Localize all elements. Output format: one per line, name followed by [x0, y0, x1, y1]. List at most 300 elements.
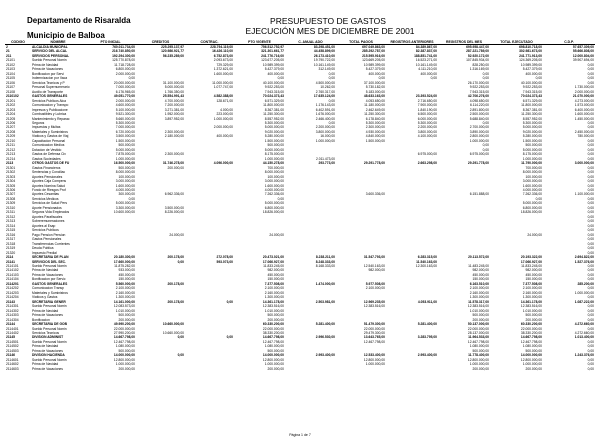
account-code: 2114101: [6, 263, 19, 268]
account-name: Sueldo Personal Nomin: [32, 263, 67, 268]
amount-cell: 12.969.235,00: [363, 299, 385, 304]
amount-cell: 228.794.119,00: [210, 45, 233, 49]
amount-cell: 7.943.315,00: [522, 89, 542, 94]
amount-cell: 24.000,00: [269, 232, 284, 237]
amount-cell: 6.176.965,00: [115, 89, 135, 94]
amount-cell: 37.100.000,00: [363, 80, 385, 85]
account-code: 21317: [6, 237, 16, 242]
amount-cell: 8.248.333,00: [315, 259, 335, 264]
amount-cell: 1.766.350,00: [164, 89, 184, 94]
amount-cell: 0,00: [587, 362, 594, 367]
amount-cell: 2.800.000,00: [469, 134, 489, 139]
account-name: Aportes al Esap: [32, 223, 56, 228]
amount-cell: 0,00: [587, 201, 594, 206]
amount-cell: 450.000,00: [267, 272, 284, 277]
amount-cell: 1.500.000,00: [365, 138, 385, 143]
column-header: TOTAL EJECUTADO: [490, 38, 543, 45]
amount-cell: 11.800.000,00: [521, 103, 542, 108]
amount-cell: 200.000,00: [472, 366, 489, 371]
amount-cell: 49.990.200,00: [113, 322, 135, 327]
amount-cell: 11.250.300,00: [263, 112, 284, 117]
amount-cell: 0,00: [587, 219, 594, 224]
amount-cell: 5.427.379,00: [264, 67, 284, 72]
amount-cell: 150.000,00: [267, 277, 284, 282]
amount-cell: 300.000,00: [118, 192, 135, 197]
amount-cell: 0,00: [328, 120, 335, 125]
amount-cell: 3.800.000,00: [315, 129, 335, 134]
amount-cell: 17.066.927,00: [262, 259, 284, 264]
amount-cell: 0,00: [587, 165, 594, 170]
amount-cell: 6.000.000,00: [417, 116, 437, 121]
amount-cell: 14.361.178,00: [262, 299, 284, 304]
amount-cell: 22.000.000,00: [520, 326, 542, 331]
amount-cell: 0,00: [328, 98, 335, 103]
amount-cell: 8.557.952,00: [522, 116, 542, 121]
amount-cell: 18.826.000,00: [262, 210, 284, 215]
amount-cell: 0,00: [587, 170, 594, 175]
amount-cell: 1.000.000,00: [574, 290, 594, 295]
account-name: Dotacion de Vestido: [32, 147, 62, 152]
amount-cell: 25.554.991,43: [162, 94, 184, 99]
amount-cell: 5.183.000,00: [365, 89, 385, 94]
amount-cell: 11.483.245,00: [468, 263, 489, 268]
table-body: [5, 45, 595, 372]
account-name: Capacitacion Personal: [32, 138, 65, 143]
amount-cell: 302.981.673,00: [519, 49, 542, 54]
account-name: Impuestos y Multas: [32, 125, 61, 130]
amount-cell: 4.053.650,00: [365, 98, 385, 103]
account-name: Bonificacion: [32, 317, 50, 322]
amount-cell: 29.291.778,00: [467, 161, 489, 166]
amount-cell: 2.891.800,00: [469, 107, 489, 112]
amount-cell: 2.993.400,00: [315, 353, 335, 358]
amount-cell: 0,00: [482, 143, 489, 148]
account-code: 2114301: [6, 304, 19, 309]
amount-cell: 982.000,00: [525, 268, 542, 273]
amount-cell: 0,00: [587, 67, 594, 72]
account-name: Auxilio de Transporte: [32, 89, 63, 94]
account-code: 21213: [6, 152, 16, 157]
amount-cell: 12.383.516,00: [520, 304, 542, 309]
amount-cell: 4.272.660,00: [574, 322, 594, 327]
amount-cell: 2.160.000,00: [469, 290, 489, 295]
amount-cell: 200.178,00: [167, 299, 184, 304]
account-name: Aportes Pensionales: [32, 174, 63, 179]
amount-cell: 12.467.798,00: [363, 339, 385, 344]
account-code: 2114204: [6, 295, 19, 300]
amount-cell: 39.907.694,00: [572, 58, 594, 63]
amount-cell: 4.700.000,00: [164, 98, 184, 103]
amount-cell: 0,00: [587, 241, 594, 246]
amount-cell: 11.000.000,00: [212, 80, 233, 85]
account-code: 2114402: [6, 331, 19, 335]
account-code: 21104: [6, 71, 15, 76]
municipality-name: Municipio de Balboa: [27, 31, 105, 40]
amount-cell: 4.000.000,00: [115, 188, 135, 192]
department-name: Departamento de Risaralda: [27, 16, 131, 25]
account-code: 21201: [6, 98, 16, 103]
amount-cell: 6.178.840,00: [365, 116, 385, 121]
column-header: C. ANUAL ADO: [285, 38, 336, 45]
amount-cell: 1.000.000,00: [115, 156, 135, 161]
amount-cell: 6.571.329,00: [264, 98, 284, 103]
account-code: 21319: [6, 246, 16, 251]
amount-cell: 2.100.000,00: [469, 286, 489, 291]
amount-cell: 450.000,00: [118, 272, 135, 277]
amount-cell: 0,00: [587, 286, 594, 291]
amount-cell: 5.100.000,00: [115, 107, 135, 112]
amount-cell: 9.020.000,00: [522, 129, 542, 134]
amount-cell: 8.000.000,00: [115, 170, 135, 175]
amount-cell: 11.578.317,00: [468, 299, 489, 304]
amount-cell: 10.161.149,00: [313, 62, 335, 67]
account-code: 21311: [6, 210, 15, 215]
amount-cell: 0,00: [587, 62, 594, 67]
amount-cell: 2.200.000,00: [417, 125, 437, 130]
amount-cell: 223.000,00: [216, 112, 233, 117]
account-code: 21206: [6, 120, 16, 125]
amount-cell: 5.300.000,00: [417, 120, 437, 125]
amount-cell: 400.000,00: [267, 71, 284, 76]
account-code: 2114502: [6, 344, 19, 349]
amount-cell: 6.114.220,00: [469, 103, 489, 108]
amount-cell: 22.000.000,00: [262, 326, 284, 331]
account-name: Servicios Publicos: [32, 228, 59, 233]
account-name: Sueldo Personal Nomin: [32, 304, 67, 309]
account-name: Sentencias y Conciliac: [32, 170, 66, 175]
amount-cell: 400.000,00: [368, 71, 385, 76]
amount-cell: 7.377.508,00: [522, 281, 542, 286]
amount-cell: 0,00: [587, 348, 594, 353]
account-name: DIVISION ADMINIST: [32, 335, 64, 340]
amount-cell: 0,00: [328, 76, 335, 81]
amount-cell: 2.993.400,00: [417, 353, 437, 358]
amount-cell: 0,00: [177, 353, 184, 358]
account-name: Aporte Pensionados: [32, 205, 62, 210]
amount-cell: 1.000.000,00: [365, 362, 385, 367]
account-code: 21208: [6, 129, 16, 134]
amount-cell: 56.235.289,00: [162, 53, 184, 58]
amount-cell: 11.790.000,00: [521, 161, 542, 166]
amount-cell: 12.800.000,00: [113, 357, 135, 362]
amount-cell: 7.875.000,00: [115, 152, 135, 157]
account-name: Seguros: [32, 120, 45, 125]
amount-cell: 500.000,00: [472, 348, 489, 353]
amount-cell: 5.660.000,00: [115, 116, 135, 121]
amount-cell: 11.964.533,00: [468, 335, 489, 340]
amount-cell: 6.402.591,00: [315, 107, 335, 112]
amount-cell: 400.000,00: [525, 71, 542, 76]
account-name: Materiales y Suministros: [32, 129, 68, 134]
amount-cell: 6.800.000,00: [522, 205, 542, 210]
amount-cell: 9.521.300,00: [115, 112, 135, 117]
account-name: Comunicacion Medios: [32, 143, 65, 148]
amount-cell: 3.500.000,00: [164, 205, 184, 210]
amount-cell: 26.173.410,00: [313, 53, 335, 58]
amount-cell: 4.053.911,00: [417, 299, 437, 304]
account-code: 21212: [6, 147, 16, 152]
account-name: Indemnizacion por Vaca: [32, 76, 68, 81]
account-name: Viaticos y Gastos de Viaj: [32, 134, 69, 139]
amount-cell: 1.013.400,00: [574, 335, 594, 340]
amount-cell: 1.600.000,00: [522, 183, 542, 188]
amount-cell: 5.281.400,00: [417, 322, 437, 327]
amount-cell: 10.989.399,00: [520, 62, 542, 67]
amount-cell: 12.383.516,00: [363, 304, 385, 309]
amount-cell: 216.740.850,00: [112, 49, 135, 54]
amount-cell: 450.000,00: [472, 272, 489, 277]
account-code: 21316: [6, 232, 16, 237]
amount-cell: 2.000.000,00: [115, 71, 135, 76]
account-code: 21202: [6, 103, 16, 108]
page-number: Página 1 de 7: [289, 433, 311, 437]
amount-cell: 188.851.741,00: [414, 53, 437, 58]
amount-cell: 729.329,00: [216, 62, 233, 67]
amount-cell: 0,00: [177, 335, 184, 340]
account-name: GASTOS GENERALES: [32, 281, 68, 286]
amount-cell: 5.000.000,00: [264, 201, 284, 206]
column-header: NOMBRE: [31, 38, 85, 45]
amount-cell: 2.000.000,00: [213, 125, 233, 130]
amount-cell: 3.897.952,00: [164, 116, 184, 121]
amount-cell: 2.300.000,00: [365, 125, 385, 130]
amount-cell: 700.000,00: [267, 165, 284, 170]
amount-cell: 9.922.253,00: [264, 85, 284, 90]
account-name: Personal Supernumerario: [32, 85, 70, 90]
report-title: PRESUPUESTO DE GASTOS: [270, 16, 386, 26]
amount-cell: 4.840.000,00: [365, 134, 385, 139]
amount-cell: 1.080.000,00: [522, 344, 542, 349]
amount-cell: 1.080.000,00: [264, 344, 284, 349]
amount-cell: 0,00: [587, 120, 594, 125]
account-code: 21306: [6, 188, 16, 192]
amount-cell: 150.000,00: [118, 277, 135, 282]
amount-cell: 593.073,00: [216, 259, 233, 264]
amount-cell: 29.479.300,00: [363, 331, 385, 335]
amount-cell: 14.161.000,00: [113, 299, 135, 304]
amount-cell: 26.170.000,00: [467, 80, 489, 85]
amount-cell: 2.466.400,00: [315, 116, 335, 121]
account-name: SECRETARIA DE GOB: [32, 322, 67, 327]
account-code: 2114202: [6, 286, 19, 291]
column-header: CREDITOS: [136, 38, 185, 45]
amount-cell: 0,00: [587, 156, 594, 161]
amount-cell: 933.000,00: [118, 268, 135, 273]
account-code: 21214: [6, 156, 16, 161]
amount-cell: 0,00: [587, 179, 594, 184]
amount-cell: 1.316.169,00: [469, 67, 489, 72]
account-name: Gastos Pensionales: [32, 237, 62, 242]
amount-cell: 44.150.278,00: [262, 161, 284, 166]
amount-cell: 11.718.728,00: [114, 62, 135, 67]
amount-cell: 0,00: [587, 246, 594, 251]
account-name: Servicios Publicos Alca: [32, 98, 66, 103]
amount-cell: 1.500.000,00: [115, 138, 135, 143]
amount-cell: 0,00: [277, 76, 284, 81]
amount-cell: 19.790.722,00: [313, 58, 335, 63]
amount-cell: 3.300.000,00: [115, 205, 135, 210]
account-name: Bonificacion por Servi: [32, 71, 64, 76]
amount-cell: 13.643.765,00: [363, 335, 385, 340]
amount-cell: 400.000,00: [420, 71, 437, 76]
amount-cell: 14.361.178,00: [520, 299, 542, 304]
amount-cell: 500.000,00: [118, 143, 135, 148]
amount-cell: 4.096.000,00: [213, 161, 233, 166]
account-name: Sueldo Personal Nomin: [32, 326, 67, 331]
account-code: 2113: [6, 161, 14, 166]
account-name: ALCALDIA MUNICIPAL: [32, 45, 68, 49]
amount-cell: 5.000.000,00: [164, 85, 184, 90]
account-code: 21303: [6, 174, 16, 179]
amount-cell: 5.000.000,00: [115, 147, 135, 152]
amount-cell: 16.500.000,00: [113, 161, 135, 166]
amount-cell: 2.694.822,00: [574, 255, 594, 260]
amount-cell: 0,00: [587, 196, 594, 201]
amount-cell: [185, 367, 234, 371]
account-code: 21314: [6, 223, 16, 228]
amount-cell: 0,00: [587, 250, 594, 255]
account-code: 21312: [6, 214, 16, 219]
amount-cell: 500.000,00: [525, 313, 542, 318]
amount-cell: 8.557.952,00: [264, 116, 284, 121]
amount-cell: 2.760.317,00: [315, 89, 335, 94]
amount-cell: 7.000.000,00: [115, 85, 135, 90]
amount-cell: 1.300.000,00: [115, 295, 135, 300]
amount-cell: 28.137.000,00: [467, 331, 489, 335]
amount-cell: [136, 367, 185, 371]
amount-cell: 57.657.309,00: [572, 45, 594, 49]
amount-cell: 1.840.190,00: [417, 107, 437, 112]
amount-cell: 6.975.000,00: [469, 152, 489, 157]
account-code: 21310: [6, 205, 16, 210]
account-code: 21141: [6, 259, 15, 264]
account-name: Sueldo Personal Nomin: [32, 58, 67, 63]
amount-cell: 5.688.840,00: [469, 116, 489, 121]
amount-cell: 1.000.000,00: [522, 156, 542, 161]
amount-cell: 14.000.000,00: [113, 353, 135, 358]
amount-cell: 241.771.913,00: [519, 53, 542, 58]
account-code: 21105: [6, 76, 15, 81]
amount-cell: 18.826.000,00: [520, 210, 542, 215]
amount-cell: 6.800.000,00: [264, 205, 284, 210]
amount-cell: 215.595.916,00: [362, 53, 385, 58]
account-name: Prima de Vacaciones: [32, 366, 63, 371]
account-code: 2110102: [6, 94, 19, 99]
amount-cell: 293.773,00: [318, 161, 335, 166]
amount-cell: 124.369.205,00: [519, 58, 542, 63]
amount-cell: 55.666.808,00: [572, 49, 594, 54]
amount-cell: 0,00: [587, 125, 594, 130]
amount-cell: 4.930.000,00: [365, 129, 385, 134]
account-name: Materiales y Suministros: [32, 290, 68, 295]
amount-cell: 1.000.000,00: [522, 362, 542, 367]
account-code: 21318: [6, 241, 16, 246]
account-name: SERVICIOS PERSONAL: [32, 53, 70, 58]
amount-cell: 0,00: [587, 232, 594, 237]
amount-cell: 12.540.163,00: [363, 263, 385, 268]
amount-cell: 22.000.000,00: [467, 326, 489, 331]
account-code: 2114304: [6, 317, 19, 322]
amount-cell: 12.800.000,00: [363, 357, 385, 362]
amount-cell: 150.000,00: [472, 277, 489, 282]
amount-cell: 9.020.000,00: [264, 129, 284, 134]
amount-cell: 200.178,00: [167, 281, 184, 286]
account-code: 21315: [6, 228, 16, 233]
amount-cell: 0,00: [587, 210, 594, 215]
amount-cell: 2.716.650,00: [417, 98, 437, 103]
amount-cell: 200.000,00: [167, 165, 184, 170]
amount-cell: 11.833.245,00: [521, 263, 542, 268]
amount-cell: 20.180.300,00: [113, 255, 135, 260]
amount-cell: 0,00: [587, 214, 594, 219]
amount-cell: 8.367.381,00: [264, 107, 284, 112]
amount-cell: 500.000,00: [525, 348, 542, 353]
amount-cell: 8.226.000,00: [164, 210, 184, 215]
amount-cell: 0,00: [587, 76, 594, 81]
amount-cell: 5.730.182,00: [365, 85, 385, 90]
amount-cell: 0,00: [587, 344, 594, 349]
account-code: 21320: [6, 250, 16, 255]
account-name: Prima de Vacaciones: [32, 313, 63, 318]
account-code: 2114104: [6, 277, 19, 282]
column-header: TOTAL PAGOS: [336, 38, 386, 45]
amount-cell: 123.677.205,00: [261, 58, 284, 63]
amount-cell: 0,00: [587, 228, 594, 233]
amount-cell: 4.600.000,00: [115, 103, 135, 108]
amount-cell: 2.160.000,00: [115, 290, 135, 295]
amount-cell: 2.500.000,00: [469, 112, 489, 117]
amount-cell: 8.000.000,00: [264, 170, 284, 175]
amount-cell: 1.176.143,00: [315, 103, 335, 108]
amount-cell: 1.080.000,00: [115, 344, 135, 349]
amount-cell: 0,00: [587, 339, 594, 344]
account-code: 21302: [6, 170, 16, 175]
amount-cell: 2.180.000,00: [164, 134, 184, 139]
amount-cell: 0,00: [587, 313, 594, 318]
amount-cell: 1.000.000,00: [213, 116, 233, 121]
amount-cell: 1.474.000,00: [315, 281, 335, 286]
amount-cell: 52.920.172,00: [467, 53, 489, 58]
amount-cell: 0,00: [587, 277, 594, 282]
amount-cell: 2.160.000,00: [264, 290, 284, 295]
amount-cell: 12.383.516,00: [467, 304, 489, 309]
account-name: Impuesto Predial: [32, 250, 57, 255]
amount-cell: 38.330.200,00: [520, 331, 542, 335]
account-name: DIVISION HACIENDA: [32, 353, 65, 358]
account-name: Prima de Navidad: [32, 308, 59, 313]
amount-cell: 23.393.524,00: [415, 94, 437, 99]
amount-cell: 11.250.300,00: [364, 112, 385, 117]
amount-cell: 1.300.000,00: [522, 295, 542, 300]
amount-cell: 4.111.210,00: [418, 67, 437, 72]
account-name: Prima de Vacaciones: [32, 272, 63, 277]
amount-cell: 6.800.000,00: [115, 67, 135, 72]
account-name: Prima de Navidad: [32, 362, 59, 367]
account-name: Transferencias Corrientes: [32, 241, 70, 246]
amount-cell: 450.000,00: [525, 272, 542, 277]
amount-cell: 0,00: [587, 263, 594, 268]
amount-cell: 3.890.000,00: [469, 129, 489, 134]
amount-cell: 123.669.205,00: [362, 58, 385, 63]
amount-cell: 100.000,00: [525, 174, 542, 179]
amount-cell: 17.660.000,00: [113, 259, 135, 264]
amount-cell: 12.800.000,00: [262, 357, 284, 362]
account-code: 211: [6, 53, 12, 58]
amount-cell: 0,00: [587, 237, 594, 242]
account-name: Prima de Navidad: [32, 344, 59, 349]
account-code: 2114203: [6, 290, 19, 295]
account-name: Aportes Cesantias: [32, 192, 59, 197]
